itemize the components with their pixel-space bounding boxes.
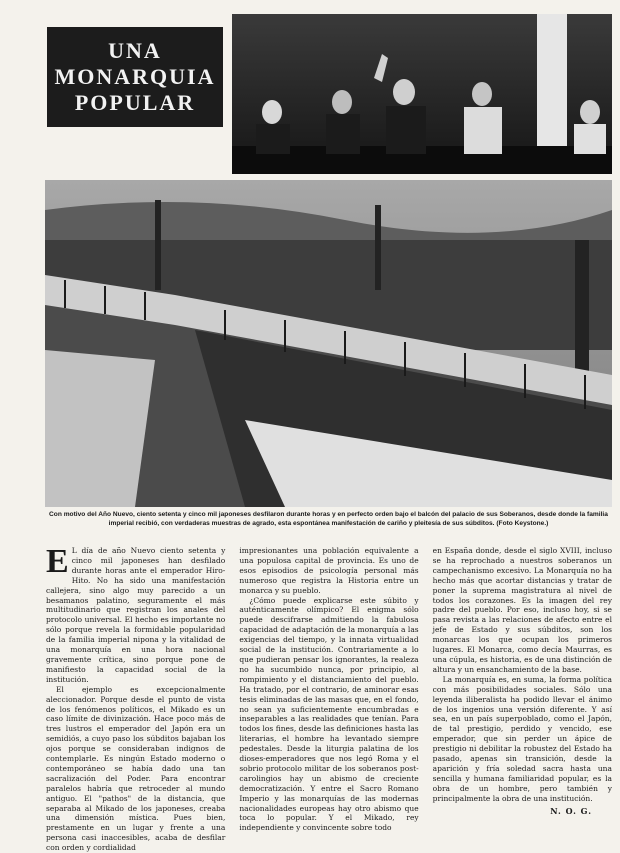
crowd-at-palace-photo (45, 180, 612, 507)
paragraph-text: L día de año Nuevo ciento setenta y cinco mil japoneses han desfilado durante horas ante el emperador Hiro-Hito. No ha sido una manifestación callejera, sino algo muy parecido a un besamanos palatino, seguramente el más multitudinario que registran los anales del protocolo universal. El hecho es importante no sólo porque revela la formidable popularidad de la familia imperial nipona y la vitalidad de una monarquía en una hora nacional gravemente crítica, sino porque pone de manifiesto la capacidad social de la institución. (46, 546, 226, 684)
article-column-3 (433, 546, 612, 816)
paragraph: La monarquía es, en suma, la forma política con más posibilidades sociales. Sólo una leyenda iliberalista ha podido llevar el ánimo de los ingenios una versión diferente. Y así sea, en un país superpoblado, como el Japón, de tal prestigio, perdido y vencido, ese emperador, que sin perder un ápice de prestigio ni debilitar la robustez del Estado ha pasado, apenas sin transición, desde la aparición y fría soledad sacra hasta una sencilla y humana familiaridad popular, es la obra de un hombre, pero también y principalmente la obra de una institución. (432, 674, 612, 803)
headline-line-2: MONARQUIA (54, 64, 216, 89)
photo-caption: Con motivo del Año Nuevo, ciento setenta y cinco mil japoneses desfilaron durante horas y en perfecto orden bajo el balcón del palacio de sus Soberanos, desde donde la familia imperial recibió, con verdaderas muestras de agrado, esta espontánea manifestación de cariño y pleitesía de sus súbditos. (Foto Keystone.) (49, 511, 608, 527)
paragraph: impresionantes una población equivalente a una populosa capital de provincia. Es uno de esos episodios de psicología personal más numeroso que registra la Historia entre un monarca y su pueblo. (239, 546, 419, 595)
author-signature: N. O. G. (550, 805, 592, 816)
article-column-1 (46, 543, 226, 853)
headline-line-1: UNA (108, 38, 162, 63)
paragraph: en España donde, desde el siglo XVIII, incluso se ha reprochado a nuestros soberanos un campechanismo excesivo. La Monarquía no ha hecho más que acortar distancias y tratar de poner la suprema magistratura al nivel de todos los corazones. Es la imagen del rey padre del pueblo. Por eso, incluso hoy, si se pasa revista a las relaciones de afecto entre el jefe de Estado y sus súbditos, son los monarcas los que ocupan los primeros lugares. El Monarca, como decía Maurras, es una cúpula, es historia, es de una distinción de altura y un ensanchamiento de la base. (432, 546, 612, 674)
drop-cap: E (46, 543, 69, 580)
paragraph: El ejemplo es excepcionalmente aleccionador. Porque desde el punto de vista de los fenómenos políticos, el Mikado es un caso límite de divinización. Hace poco más de tres lustros el emperador del Japón era un semidiós, a cuyo paso los súbditos bajaban los ojos porque se consideraban indignos de contemplarle. Es ningún Estado moderno o contemporáneo se había dado una tan sacralización del Poder. Para encontrar paralelos habría que retroceder al mundo antiguo. El "pathos" de la distancia, que separaba al Mikado de los japoneses, creaba una dimensión mística. Pues bien, prestamente en un lugar y frente a una persona casi inaccesibles, acaba de desfilar con orden y cordialidad (46, 684, 226, 853)
article-body (46, 543, 612, 853)
paragraph (46, 543, 226, 685)
imperial-family-balcony-photo (232, 14, 612, 174)
headline-block (47, 27, 223, 127)
headline-line-3: POPULAR (74, 90, 196, 115)
paragraph: ¿Cómo puede explicarse este súbito y auténticamente olímpico? El enigma sólo puede descifrarse admitiendo la fabulosa capacidad de adaptación de la monarquía a las exigencias del tiempo, y la innata virtualidad social de la institución. Contrariamente a lo que pudieran pensar los ignorantes, la realeza no ha sucumbido nunca, por principio, al rompimiento y el distanciamiento del pueblo. Ha tratado, por el contrario, de aminorar esas tesis eliminadas de las masas que, en el fondo, no sean ya suficientemente encumbradas e inseparables a las realidades que tenían. Para todos los fines, desde las definiciones hasta las literarias, el hombre ha levantado siempre pedestales. Desde la liturgia palatina de los dioses-emperadores que nos legó Roma y el sobrio protocolo militar de los soberanos post-carolingios hay un abismo de creciente democratización. Y entre el Sacro Romano Imperio y las monarquías de las modernas nacionalidades europeas hay otro abismo que toca lo popular. Y el Mikado, rey independiente y convincente sobre todo (239, 595, 419, 833)
article-column-2 (239, 546, 419, 833)
